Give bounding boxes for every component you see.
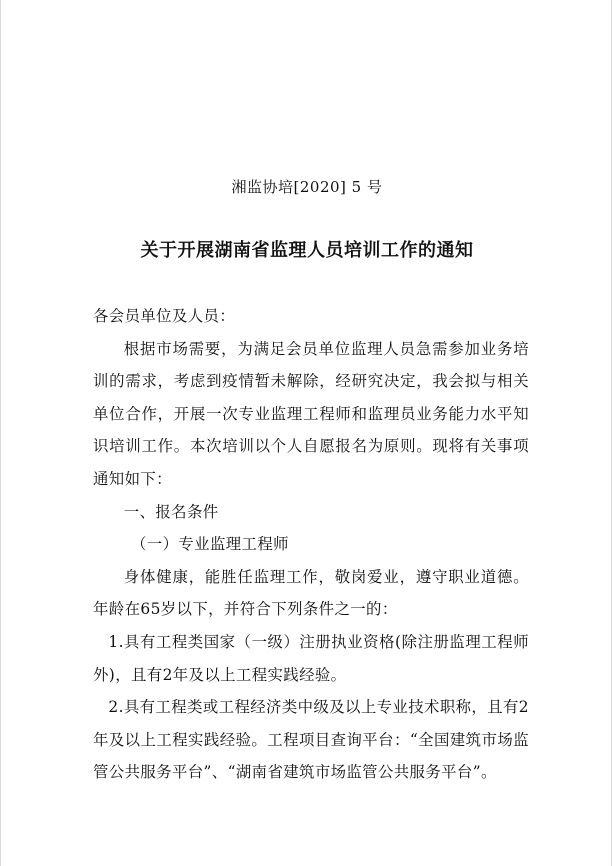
document-body	[93, 300, 529, 789]
section-heading-registration: 一、报名条件	[123, 502, 219, 521]
document-number: 湘监协培[2020] 5 号	[231, 178, 383, 196]
salutation: 各会员单位及人员：	[93, 307, 236, 325]
engineer-requirements-paragraph: 身体健康，能胜任监理工作，敬岗爱业，遵守职业道德。年龄在65岁以下，并符合下列条件之一的：	[93, 567, 529, 619]
condition-item-1: 1.具有工程类国家（一级）注册执业资格(除注册监理工程师外)，且有2年及以上工程实践经验。	[93, 632, 529, 684]
subsection-heading-engineer: （一）专业监理工程师	[131, 535, 289, 554]
intro-paragraph: 根据市场需要，为满足会员单位监理人员急需参加业务培训的需求，考虑到疫情暂未解除，经研究决定，我会拟与相关单位合作，开展一次专业监理工程师和监理员业务能力水平知识培训工作。本次培训以个人自愿报名为原则。现将有关事项通知如下：	[93, 339, 529, 488]
document-title: 关于开展湖南省监理人员培训工作的通知	[140, 240, 474, 261]
condition-item-2: 2.具有工程类或工程经济类中级及以上专业技术职称，且有2年及以上工程实践经验。工程项目查询平台：“全国建筑市场监管公共服务平台”、“湖南省建筑市场监管公共服务平台”。	[93, 698, 529, 782]
